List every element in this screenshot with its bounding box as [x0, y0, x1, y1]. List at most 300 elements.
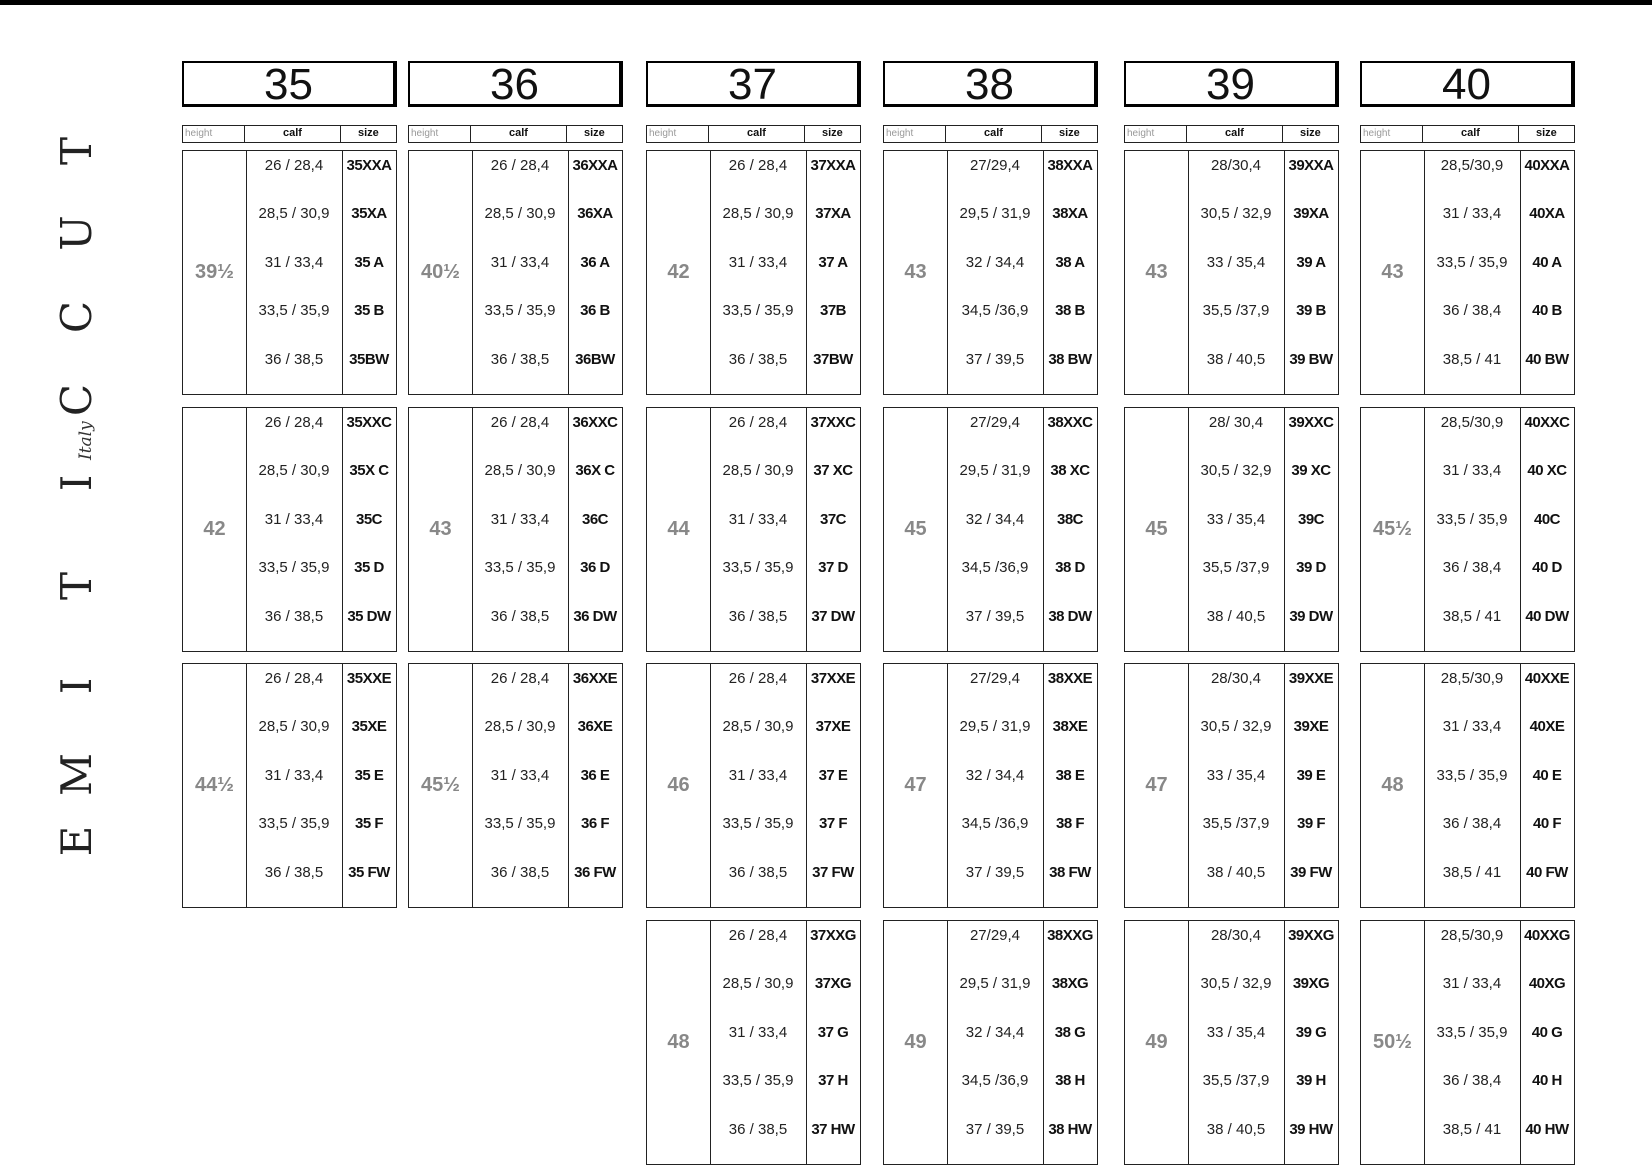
size-code: 37XXE	[810, 670, 856, 687]
calf-range: 32 / 34,4	[965, 511, 1025, 528]
subheader-size: size	[584, 127, 605, 139]
size-code: 36XA	[577, 205, 613, 222]
size-code: 37XXG	[810, 927, 856, 944]
size-code: 36 D	[580, 559, 610, 576]
height-value: 43	[904, 261, 927, 283]
calf-range: 33,5 / 35,9	[722, 559, 794, 576]
size-code: 40 D	[1532, 559, 1562, 576]
column-subheader	[1360, 125, 1575, 143]
subheader-height: height	[647, 126, 709, 142]
calf-range: 33,5 / 35,9	[484, 559, 556, 576]
column-subheader	[1124, 125, 1339, 143]
height-value: 44	[667, 518, 690, 540]
size-code: 40C	[1533, 511, 1561, 528]
calf-range: 31 / 33,4	[490, 767, 550, 784]
size-code: 40XE	[1529, 718, 1565, 735]
size-code: 38 F	[1055, 815, 1084, 832]
brand-letter: I	[52, 474, 101, 492]
size-code: 36XXE	[572, 670, 618, 687]
size-code: 39XA	[1293, 205, 1329, 222]
size-code: 37XXA	[810, 157, 856, 174]
size-code: 40 BW	[1525, 351, 1569, 368]
subheader-calf: calf	[709, 126, 805, 142]
subheader-calf: calf	[471, 126, 567, 142]
calf-range: 36 / 38,5	[728, 864, 788, 881]
calf-range: 36 / 38,5	[728, 351, 788, 368]
size-code: 37XE	[815, 718, 851, 735]
calf-range: 37 / 39,5	[965, 351, 1025, 368]
calf-range: 28,5 / 30,9	[722, 718, 794, 735]
calf-range: 31 / 33,4	[728, 254, 788, 271]
size-code: 36 E	[580, 767, 610, 784]
size-code: 37 XC	[813, 462, 853, 479]
size-code: 39 HW	[1289, 1121, 1333, 1138]
column-subheader	[646, 125, 861, 143]
shoe-size-header: 37	[646, 61, 861, 107]
calf-range: 34,5 /36,9	[961, 1072, 1029, 1089]
height-value: 40½	[421, 261, 460, 283]
size-code: 38 H	[1055, 1072, 1085, 1089]
calf-range: 32 / 34,4	[965, 1024, 1025, 1041]
size-code: 36 DW	[573, 608, 617, 625]
calf-range: 36 / 38,5	[490, 351, 550, 368]
size-code: 39XXA	[1288, 157, 1334, 174]
size-code: 40 A	[1532, 254, 1562, 271]
height-value: 45½	[421, 774, 460, 796]
size-code: 39 F	[1296, 815, 1325, 832]
size-code: 39 B	[1296, 302, 1326, 319]
size-block	[883, 920, 1098, 1165]
size-code: 38 HW	[1048, 1121, 1092, 1138]
shoe-size-header: 40	[1360, 61, 1575, 107]
size-code: 38XE	[1052, 718, 1088, 735]
size-code: 38 DW	[1048, 608, 1092, 625]
subheader-calf: calf	[1423, 126, 1519, 142]
calf-range: 38,5 / 41	[1442, 608, 1502, 625]
brand-letter: C	[52, 300, 101, 334]
calf-range: 34,5 /36,9	[961, 559, 1029, 576]
size-code: 37 DW	[811, 608, 855, 625]
calf-range: 28/30,4	[1210, 157, 1262, 174]
calf-range: 29,5 / 31,9	[959, 205, 1031, 222]
calf-range: 33,5 / 35,9	[722, 815, 794, 832]
size-code: 37 E	[818, 767, 848, 784]
calf-range: 27/29,4	[969, 414, 1021, 431]
size-code: 40XXC	[1524, 414, 1570, 431]
size-block	[408, 407, 623, 652]
calf-range: 31 / 33,4	[1442, 462, 1502, 479]
size-block	[646, 407, 861, 652]
size-code: 35BW	[349, 351, 389, 368]
size-code: 35 D	[354, 559, 384, 576]
size-code: 35XA	[351, 205, 387, 222]
size-code: 40XXE	[1524, 670, 1570, 687]
calf-range: 33 / 35,4	[1206, 1024, 1266, 1041]
size-code: 39XXE	[1288, 670, 1334, 687]
size-block	[883, 663, 1098, 908]
calf-range: 36 / 38,5	[490, 608, 550, 625]
size-block	[646, 920, 861, 1165]
calf-range: 36 / 38,4	[1442, 1072, 1502, 1089]
calf-range: 31 / 33,4	[728, 1024, 788, 1041]
size-code: 40 F	[1532, 815, 1561, 832]
size-code: 38 FW	[1049, 864, 1091, 881]
height-value: 48	[1381, 774, 1404, 796]
size-code: 35 DW	[347, 608, 391, 625]
calf-range: 28,5/30,9	[1440, 414, 1504, 431]
size-code: 38XXE	[1047, 670, 1093, 687]
size-code: 40 E	[1532, 767, 1562, 784]
calf-range: 36 / 38,4	[1442, 559, 1502, 576]
size-code: 40XXG	[1524, 927, 1570, 944]
calf-range: 31 / 33,4	[490, 511, 550, 528]
size-code: 35 FW	[348, 864, 390, 881]
size-code: 40 B	[1532, 302, 1562, 319]
size-code: 40XXA	[1524, 157, 1570, 174]
size-code: 39 D	[1296, 559, 1326, 576]
brand-logo	[52, 121, 101, 857]
size-code: 37XA	[815, 205, 851, 222]
subheader-size: size	[1059, 127, 1080, 139]
calf-range: 33,5 / 35,9	[1436, 511, 1508, 528]
size-code: 35XXE	[346, 670, 392, 687]
calf-range: 37 / 39,5	[965, 1121, 1025, 1138]
calf-range: 35,5 /37,9	[1202, 559, 1270, 576]
height-value: 45½	[1373, 518, 1412, 540]
size-block	[646, 663, 861, 908]
height-value: 50½	[1373, 1031, 1412, 1053]
brand-letter: U	[52, 215, 101, 251]
size-block	[1360, 150, 1575, 395]
size-code: 40 DW	[1525, 608, 1569, 625]
height-value: 43	[1145, 261, 1168, 283]
size-code: 38 BW	[1048, 351, 1092, 368]
calf-range: 31 / 33,4	[264, 767, 324, 784]
calf-range: 26 / 28,4	[490, 157, 550, 174]
height-value: 49	[904, 1031, 927, 1053]
size-code: 38 D	[1055, 559, 1085, 576]
calf-range: 28,5 / 30,9	[484, 718, 556, 735]
size-code: 39 BW	[1289, 351, 1333, 368]
size-code: 39 H	[1296, 1072, 1326, 1089]
calf-range: 30,5 / 32,9	[1200, 718, 1272, 735]
calf-range: 33,5 / 35,9	[722, 302, 794, 319]
size-code: 35XXC	[346, 414, 392, 431]
size-code: 40XA	[1529, 205, 1565, 222]
size-code: 37 D	[818, 559, 848, 576]
calf-range: 37 / 39,5	[965, 608, 1025, 625]
size-code: 38 XC	[1050, 462, 1090, 479]
size-code: 35XXA	[346, 157, 392, 174]
size-code: 40 FW	[1526, 864, 1568, 881]
calf-range: 28,5 / 30,9	[722, 462, 794, 479]
size-code: 36 B	[580, 302, 610, 319]
size-block	[883, 150, 1098, 395]
calf-range: 31 / 33,4	[1442, 975, 1502, 992]
size-code: 35XE	[351, 718, 387, 735]
shoe-size-header: 39	[1124, 61, 1339, 107]
size-block	[1360, 407, 1575, 652]
calf-range: 31 / 33,4	[490, 254, 550, 271]
column-subheader	[408, 125, 623, 143]
calf-range: 32 / 34,4	[965, 254, 1025, 271]
height-value: 45	[904, 518, 927, 540]
calf-range: 26 / 28,4	[728, 670, 788, 687]
size-code: 37XXC	[810, 414, 856, 431]
size-code: 35 B	[354, 302, 384, 319]
subheader-calf: calf	[245, 126, 341, 142]
subheader-calf: calf	[946, 126, 1042, 142]
size-code: 37 FW	[812, 864, 854, 881]
calf-range: 38 / 40,5	[1206, 351, 1266, 368]
calf-range: 33 / 35,4	[1206, 254, 1266, 271]
calf-range: 28,5/30,9	[1440, 157, 1504, 174]
calf-range: 38,5 / 41	[1442, 864, 1502, 881]
calf-range: 31 / 33,4	[264, 511, 324, 528]
size-code: 39XXC	[1288, 414, 1334, 431]
calf-range: 38 / 40,5	[1206, 1121, 1266, 1138]
size-code: 36C	[581, 511, 609, 528]
brand-letter: I	[52, 677, 101, 695]
size-code: 39 G	[1295, 1024, 1327, 1041]
subheader-height: height	[409, 126, 471, 142]
size-code: 37BW	[813, 351, 853, 368]
size-block	[1124, 663, 1339, 908]
calf-range: 31 / 33,4	[264, 254, 324, 271]
calf-range: 38,5 / 41	[1442, 1121, 1502, 1138]
calf-range: 28/30,4	[1210, 927, 1262, 944]
size-code: 36XE	[577, 718, 613, 735]
calf-range: 38 / 40,5	[1206, 608, 1266, 625]
calf-range: 28,5 / 30,9	[258, 205, 330, 222]
calf-range: 28,5 / 30,9	[722, 975, 794, 992]
column-subheader	[883, 125, 1098, 143]
calf-range: 29,5 / 31,9	[959, 718, 1031, 735]
subheader-size: size	[1536, 127, 1557, 139]
height-value: 47	[1145, 774, 1168, 796]
size-code: 36 F	[580, 815, 609, 832]
height-value: 42	[203, 518, 226, 540]
size-code: 37XG	[814, 975, 852, 992]
calf-range: 33 / 35,4	[1206, 511, 1266, 528]
height-value: 46	[667, 774, 690, 796]
size-block	[182, 407, 397, 652]
calf-range: 33,5 / 35,9	[722, 1072, 794, 1089]
calf-range: 37 / 39,5	[965, 864, 1025, 881]
calf-range: 28,5 / 30,9	[484, 205, 556, 222]
calf-range: 33,5 / 35,9	[1436, 1024, 1508, 1041]
calf-range: 31 / 33,4	[728, 511, 788, 528]
size-code: 35C	[355, 511, 383, 528]
calf-range: 35,5 /37,9	[1202, 815, 1270, 832]
size-code: 40XG	[1528, 975, 1566, 992]
brand-letter: T	[52, 572, 101, 601]
brand-letter: C	[52, 383, 101, 417]
calf-range: 33,5 / 35,9	[484, 815, 556, 832]
calf-range: 28,5 / 30,9	[484, 462, 556, 479]
calf-range: 34,5 /36,9	[961, 302, 1029, 319]
size-code: 39 DW	[1289, 608, 1333, 625]
size-code: 38 E	[1055, 767, 1085, 784]
size-block	[883, 407, 1098, 652]
calf-range: 29,5 / 31,9	[959, 462, 1031, 479]
calf-range: 28,5/30,9	[1440, 927, 1504, 944]
size-code: 40 H	[1532, 1072, 1562, 1089]
size-code: 38 B	[1055, 302, 1085, 319]
calf-range: 26 / 28,4	[264, 414, 324, 431]
height-value: 45	[1145, 518, 1168, 540]
size-code: 35X C	[349, 462, 389, 479]
calf-range: 26 / 28,4	[264, 157, 324, 174]
calf-range: 28/ 30,4	[1208, 414, 1264, 431]
calf-range: 28,5 / 30,9	[258, 462, 330, 479]
size-code: 38XA	[1052, 205, 1088, 222]
height-value: 42	[667, 261, 690, 283]
size-code: 39XXG	[1288, 927, 1334, 944]
calf-range: 33 / 35,4	[1206, 767, 1266, 784]
calf-range: 36 / 38,5	[264, 864, 324, 881]
size-code: 37 F	[818, 815, 847, 832]
height-value: 47	[904, 774, 927, 796]
size-code: 39XG	[1292, 975, 1330, 992]
size-code: 38XXG	[1047, 927, 1093, 944]
calf-range: 27/29,4	[969, 157, 1021, 174]
top-border	[0, 0, 1652, 5]
calf-range: 34,5 /36,9	[961, 815, 1029, 832]
calf-range: 33,5 / 35,9	[258, 815, 330, 832]
size-code: 37B	[819, 302, 847, 319]
calf-range: 33,5 / 35,9	[1436, 254, 1508, 271]
subheader-height: height	[183, 126, 245, 142]
shoe-size-header: 38	[883, 61, 1098, 107]
size-code: 37 A	[818, 254, 848, 271]
subheader-size: size	[822, 127, 843, 139]
size-code: 35 F	[354, 815, 383, 832]
size-block	[646, 150, 861, 395]
subheader-calf: calf	[1187, 126, 1283, 142]
size-code: 35 A	[354, 254, 384, 271]
size-block	[1360, 663, 1575, 908]
size-code: 37 H	[818, 1072, 848, 1089]
height-value: 48	[667, 1031, 690, 1053]
size-code: 37 G	[817, 1024, 849, 1041]
height-value: 49	[1145, 1031, 1168, 1053]
size-code: 39 FW	[1290, 864, 1332, 881]
size-code: 36 A	[580, 254, 610, 271]
calf-range: 33,5 / 35,9	[258, 302, 330, 319]
size-code: 39C	[1297, 511, 1325, 528]
subheader-height: height	[1125, 126, 1187, 142]
calf-range: 31 / 33,4	[728, 767, 788, 784]
calf-range: 38 / 40,5	[1206, 864, 1266, 881]
size-code: 36 FW	[574, 864, 616, 881]
size-block	[1360, 920, 1575, 1165]
size-code: 38 A	[1055, 254, 1085, 271]
calf-range: 28,5/30,9	[1440, 670, 1504, 687]
size-code: 36X C	[575, 462, 615, 479]
size-block	[182, 663, 397, 908]
size-code: 40 G	[1531, 1024, 1563, 1041]
calf-range: 26 / 28,4	[490, 670, 550, 687]
size-code: 40 XC	[1527, 462, 1567, 479]
size-code: 38XG	[1051, 975, 1089, 992]
calf-range: 29,5 / 31,9	[959, 975, 1031, 992]
size-code: 36XXC	[572, 414, 618, 431]
calf-range: 28,5 / 30,9	[258, 718, 330, 735]
subheader-size: size	[358, 127, 379, 139]
size-code: 39 XC	[1291, 462, 1331, 479]
height-value: 44½	[195, 774, 234, 796]
size-code: 36BW	[575, 351, 615, 368]
brand-subtitle: Italy	[76, 421, 96, 460]
size-code: 38 G	[1054, 1024, 1086, 1041]
calf-range: 36 / 38,5	[490, 864, 550, 881]
calf-range: 33,5 / 35,9	[1436, 767, 1508, 784]
subheader-size: size	[1300, 127, 1321, 139]
size-code: 37C	[819, 511, 847, 528]
size-block	[1124, 150, 1339, 395]
size-block	[182, 150, 397, 395]
calf-range: 26 / 28,4	[490, 414, 550, 431]
calf-range: 35,5 /37,9	[1202, 1072, 1270, 1089]
calf-range: 27/29,4	[969, 670, 1021, 687]
calf-range: 26 / 28,4	[728, 414, 788, 431]
height-value: 39½	[195, 261, 234, 283]
calf-range: 27/29,4	[969, 927, 1021, 944]
calf-range: 38,5 / 41	[1442, 351, 1502, 368]
shoe-size-header: 36	[408, 61, 623, 107]
size-code: 38XXC	[1047, 414, 1093, 431]
brand-letter: T	[52, 137, 101, 166]
height-value: 43	[1381, 261, 1404, 283]
calf-range: 36 / 38,4	[1442, 302, 1502, 319]
calf-range: 28,5 / 30,9	[722, 205, 794, 222]
calf-range: 28/30,4	[1210, 670, 1262, 687]
calf-range: 36 / 38,5	[264, 608, 324, 625]
calf-range: 26 / 28,4	[728, 927, 788, 944]
size-code: 39 A	[1296, 254, 1326, 271]
calf-range: 26 / 28,4	[264, 670, 324, 687]
calf-range: 32 / 34,4	[965, 767, 1025, 784]
subheader-height: height	[1361, 126, 1423, 142]
calf-range: 30,5 / 32,9	[1200, 462, 1272, 479]
size-block	[408, 150, 623, 395]
size-block	[408, 663, 623, 908]
size-code: 38XXA	[1047, 157, 1093, 174]
column-subheader	[182, 125, 397, 143]
calf-range: 36 / 38,5	[264, 351, 324, 368]
size-code: 40 HW	[1525, 1121, 1569, 1138]
size-code: 39XE	[1293, 718, 1329, 735]
size-code: 35 E	[354, 767, 384, 784]
size-block	[1124, 920, 1339, 1165]
size-block	[1124, 407, 1339, 652]
height-value: 43	[429, 518, 452, 540]
calf-range: 26 / 28,4	[728, 157, 788, 174]
calf-range: 30,5 / 32,9	[1200, 975, 1272, 992]
calf-range: 33,5 / 35,9	[258, 559, 330, 576]
calf-range: 33,5 / 35,9	[484, 302, 556, 319]
size-code: 36XXA	[572, 157, 618, 174]
brand-letter: M	[52, 752, 101, 796]
size-code: 38C	[1056, 511, 1084, 528]
size-code: 39 E	[1296, 767, 1326, 784]
size-code: 37 HW	[811, 1121, 855, 1138]
subheader-height: height	[884, 126, 946, 142]
calf-range: 35,5 /37,9	[1202, 302, 1270, 319]
calf-range: 31 / 33,4	[1442, 718, 1502, 735]
calf-range: 36 / 38,5	[728, 608, 788, 625]
